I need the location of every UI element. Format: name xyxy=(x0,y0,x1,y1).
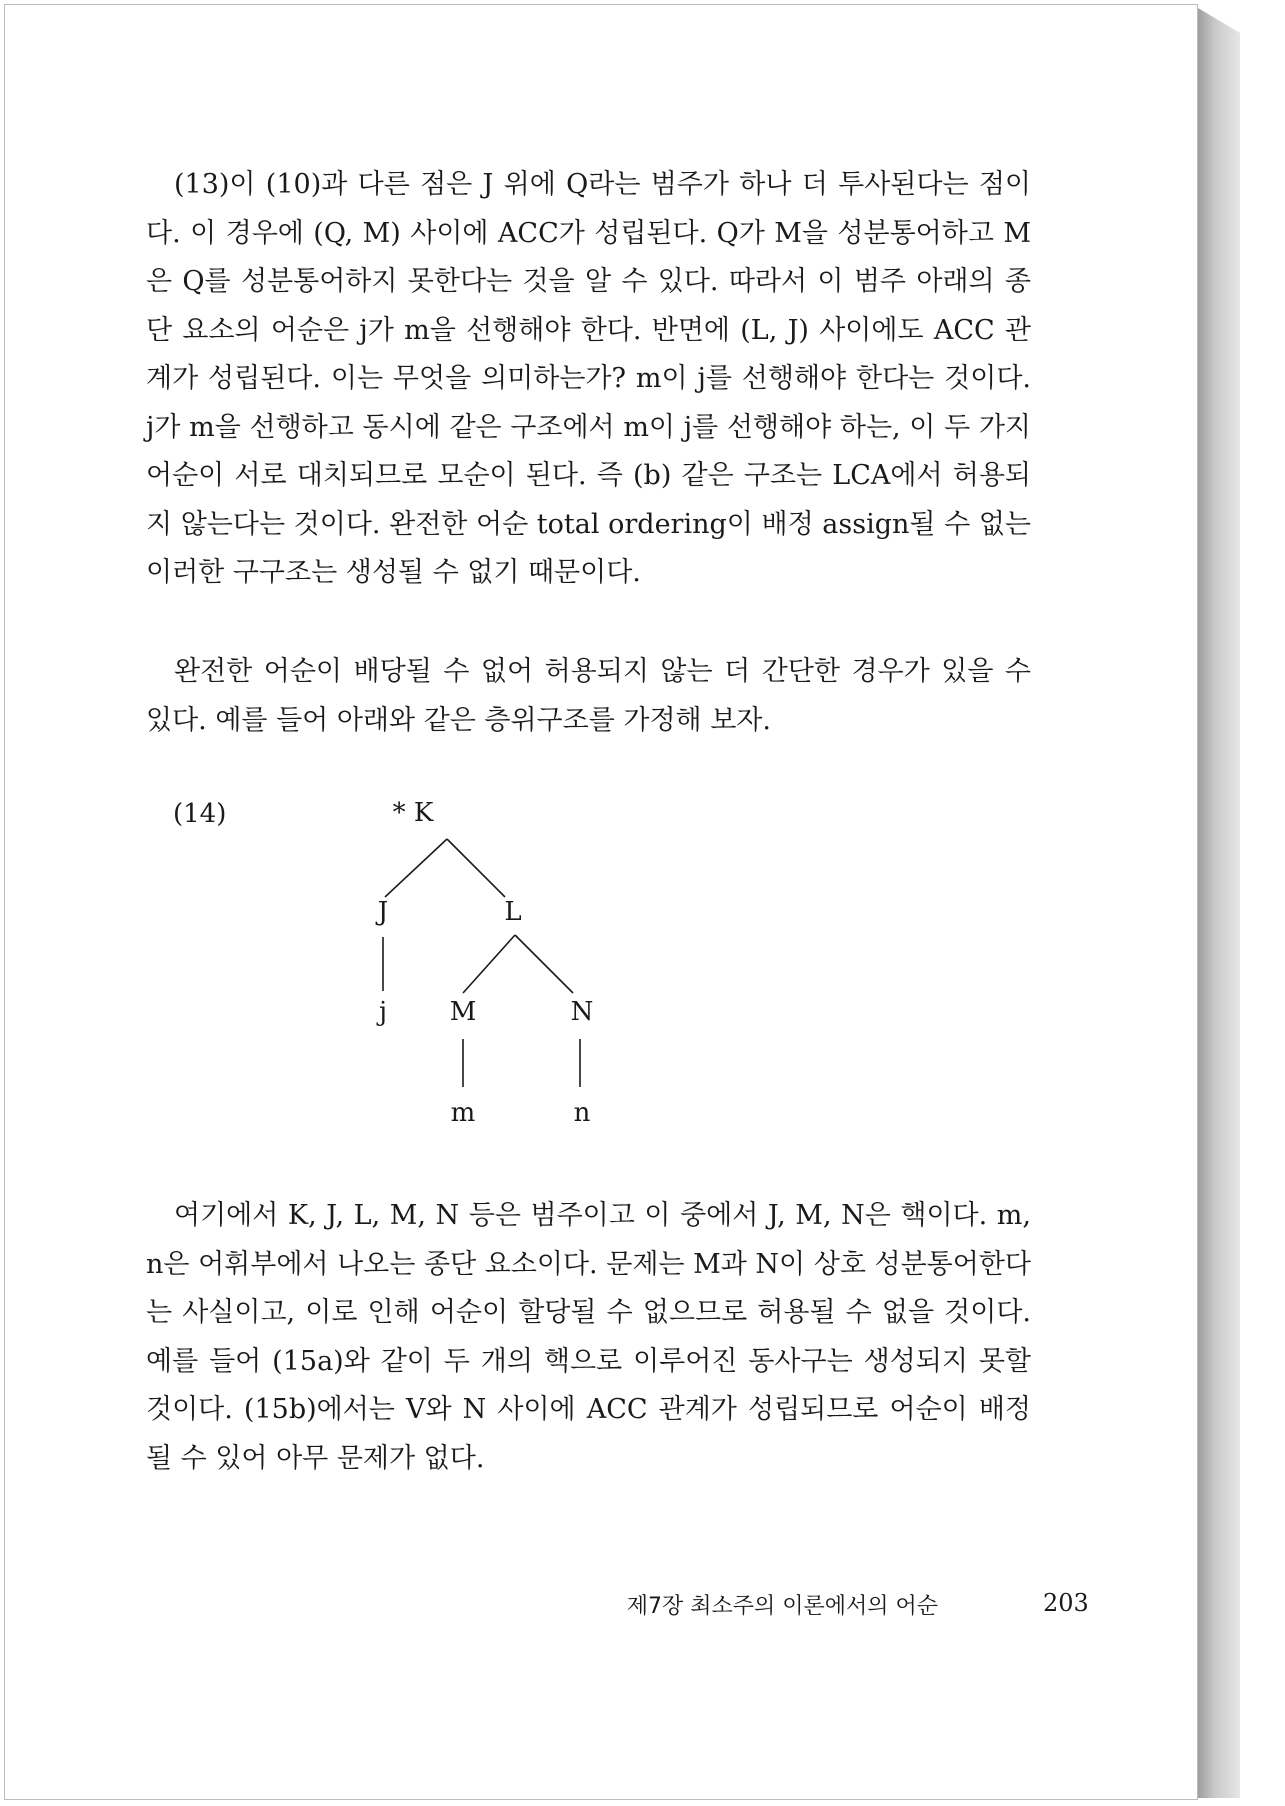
tree-node-root: * K xyxy=(392,798,434,828)
example-label: (14) xyxy=(173,799,227,829)
page-number: 203 xyxy=(1043,1589,1089,1617)
branch-K-J xyxy=(385,839,447,897)
paragraph-13-discussion: (13)이 (10)과 다른 점은 J 위에 Q라는 범주가 하나 더 투사된다는 점이다. 이 경우에 (Q, M) 사이에 ACC가 성립된다. Q가 M을 성분통어하고 M은 Q를 성분통어하지 못한다는 것을 알 수 있다. 따라서 이 범주 아래의 종단 요소의 어순은 j가 m을 선행해야 한다. 반면에 (L, J) 사이에도 ACC 관계가 성립된다. 이는 무엇을 의미하는가? m이 j를 선행해야 한다는 것이다. j가 m을 선행하고 동시에 같은 구조에서 m이 j를 선행해야 하는, 이 두 가지 어순이 서로 대치되므로 모순이 된다. 즉 (b) 같은 구조는 LCA에서 허용되지 않는다는 것이다. 완전한 어순 total ordering이 배정 assign될 수 없는 이러한 구구조는 생성될 수 없기 때문이다. xyxy=(146,169,1031,588)
branch-K-L xyxy=(447,839,505,897)
tree-node-n: n xyxy=(573,1098,591,1128)
paragraph-simpler-case: 완전한 어순이 배당될 수 없어 허용되지 않는 더 간단한 경우가 있을 수 있다. 예를 들어 아래와 같은 층위구조를 가정해 보자. xyxy=(146,656,1031,736)
tree-node-m: m xyxy=(450,1098,476,1128)
running-head: 제7장 최소주의 이론에서의 어순 xyxy=(626,1594,938,1619)
page-edge-shadow xyxy=(1198,8,1240,1798)
book-page xyxy=(4,4,1198,1800)
tree-node-j: j xyxy=(378,997,388,1027)
tree-node-M: M xyxy=(449,997,477,1027)
branch-L-N xyxy=(515,935,573,993)
tree-node-N: N xyxy=(570,997,594,1027)
syntax-tree-diagram xyxy=(345,795,605,1135)
paragraph-heads-explanation: 여기에서 K, J, L, M, N 등은 범주이고 이 중에서 J, M, N은 핵이다. m, n은 어휘부에서 나오는 종단 요소이다. 문제는 M과 N이 상호 성분통어한다는 사실이고, 이로 인해 어순이 할당될 수 없으므로 허용될 수 없을 것이다. 예를 들어 (15a)와 같이 두 개의 핵으로 이루어진 동사구는 생성되지 못할 것이다. (15b)에서는 V와 N 사이에 ACC 관계가 성립되므로 어순이 배정될 수 있어 아무 문제가 없다. xyxy=(146,1200,1031,1474)
tree-node-L: L xyxy=(504,897,522,927)
branch-L-M xyxy=(463,935,515,993)
tree-node-J: J xyxy=(377,897,389,927)
